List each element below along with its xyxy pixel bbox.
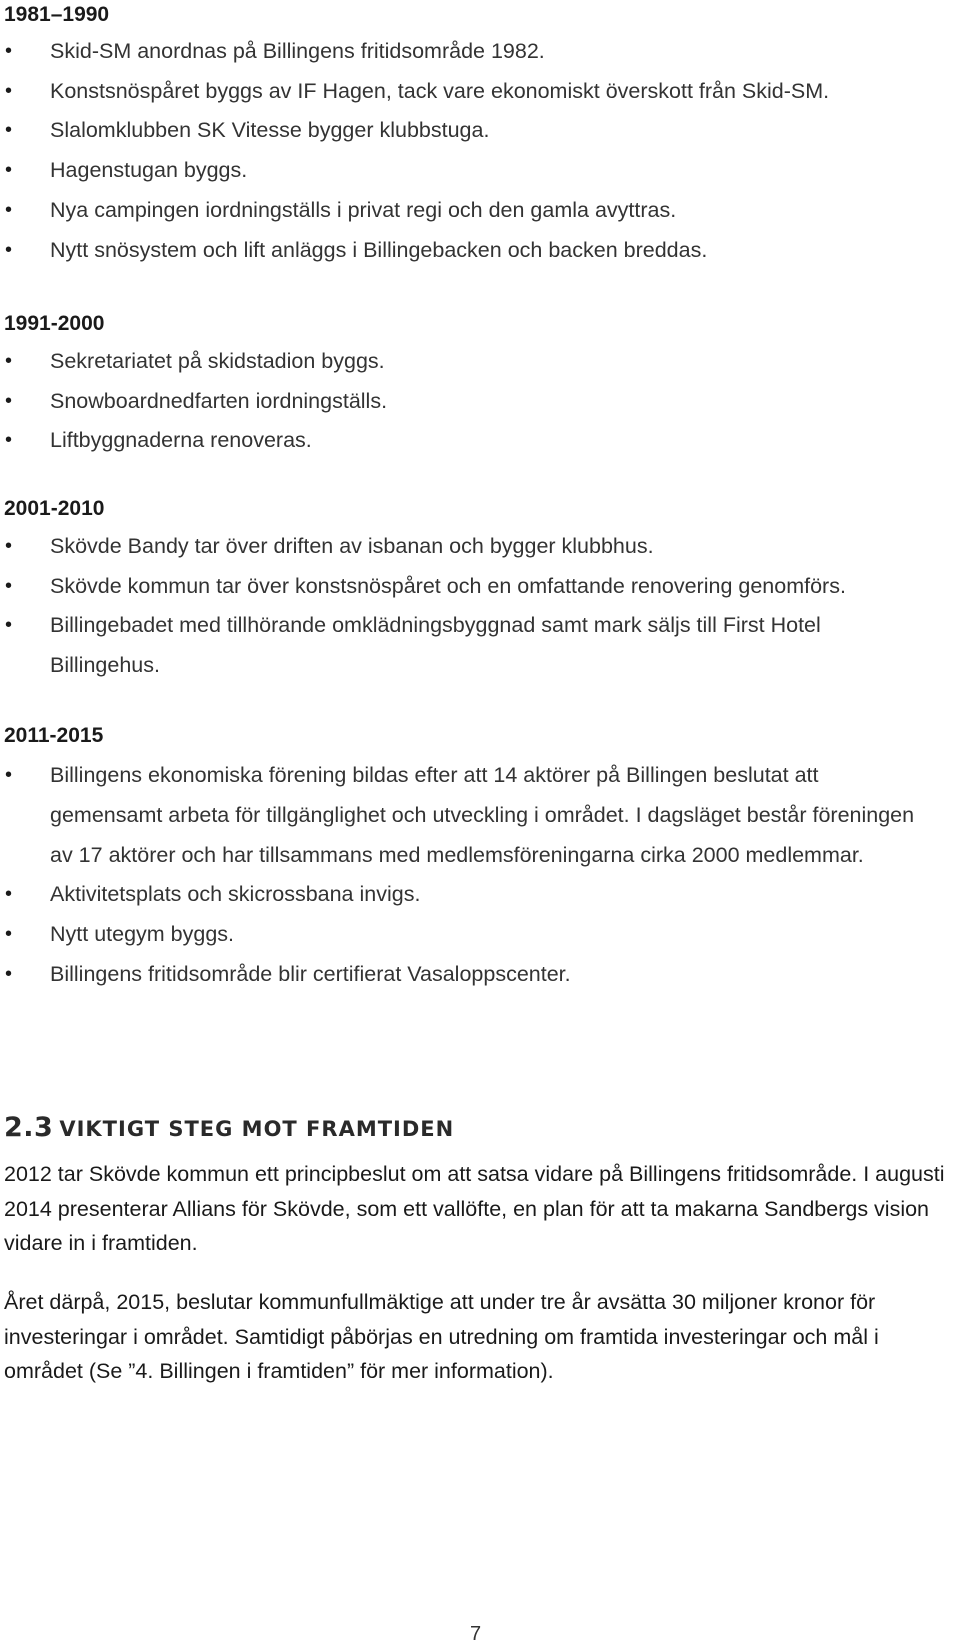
- list-item: • Nytt utegym byggs.: [0, 915, 930, 955]
- list-item: • Skövde kommun tar över konstsnöspåret och en omfattande renovering genomförs.: [0, 567, 950, 607]
- period-heading-1981-1990: 1981–1990: [4, 3, 110, 26]
- list-item: • Nya campingen iordningställs i privat regi och den gamla avyttras.: [0, 191, 950, 231]
- list-item: • Aktivitetsplats och skicrossbana invigs.: [0, 875, 930, 915]
- list-item: • Sekretariatet på skidstadion byggs.: [0, 342, 950, 382]
- period-heading-1991-2000: 1991-2000: [4, 312, 105, 335]
- list-item: • Slalomklubben SK Vitesse bygger klubbstuga.: [0, 111, 950, 151]
- page-number: 7: [470, 1623, 482, 1645]
- chapter-number: 2.3: [4, 1112, 54, 1143]
- list-item: • Konstsnöspåret byggs av IF Hagen, tack vare ekonomiskt överskott från Skid-SM.: [0, 72, 950, 112]
- chapter-heading: [4, 1114, 454, 1141]
- bullet-list-1981-1990: [0, 32, 950, 270]
- chapter-title: VIKTIGT STEG MOT FRAMTIDEN: [59, 1117, 455, 1141]
- list-item: • Skövde Bandy tar över driften av isbanan och bygger klubbhus.: [0, 527, 950, 567]
- list-item: • Skid-SM anordnas på Billingens fritidsområde 1982.: [0, 32, 950, 72]
- list-item: • Billingebadet med tillhörande omklädningsbyggnad samt mark säljs till First Hotel Billingehus.: [0, 606, 950, 685]
- bullet-list-2001-2010: [0, 527, 950, 686]
- bullet-list-1991-2000: [0, 342, 950, 461]
- body-paragraph: Året därpå, 2015, beslutar kommunfullmäktige att under tre år avsätta 30 miljoner kronor för investeringar i området. Samtidigt påbörjas en utredning om framtida investeringar och mål i området (Se ”4. Billingen i framtiden” för mer information).: [4, 1290, 879, 1383]
- body-paragraph: 2012 tar Skövde kommun ett principbeslut om att satsa vidare på Billingens fritidsområde. I augusti 2014 presenterar Allians för Skövde, som ett vallöfte, en plan för att ta makarna Sandbergs vision vidare in i framtiden.: [4, 1162, 945, 1255]
- period-heading-2011-2015: 2011-2015: [4, 724, 104, 747]
- list-item: • Billingens fritidsområde blir certifierat Vasaloppscenter.: [0, 955, 930, 995]
- list-item: • Nytt snösystem och lift anläggs i Billingebacken och backen breddas.: [0, 231, 950, 271]
- list-item: • Liftbyggnaderna renoveras.: [0, 421, 950, 461]
- bullet-list-2011-2015: [0, 756, 930, 995]
- period-heading-2001-2010: 2001-2010: [4, 497, 105, 520]
- list-item: • Hagenstugan byggs.: [0, 151, 950, 191]
- list-item: • Snowboardnedfarten iordningställs.: [0, 382, 950, 422]
- list-item: • Billingens ekonomiska förening bildas efter att 14 aktörer på Billingen beslutat att gemensamt arbeta för tillgänglighet och utveckling i området. I dagsläget består föreningen av 17 aktörer och har tillsammans med medlemsföreningarna cirka 2000 medlemmar.: [0, 756, 930, 875]
